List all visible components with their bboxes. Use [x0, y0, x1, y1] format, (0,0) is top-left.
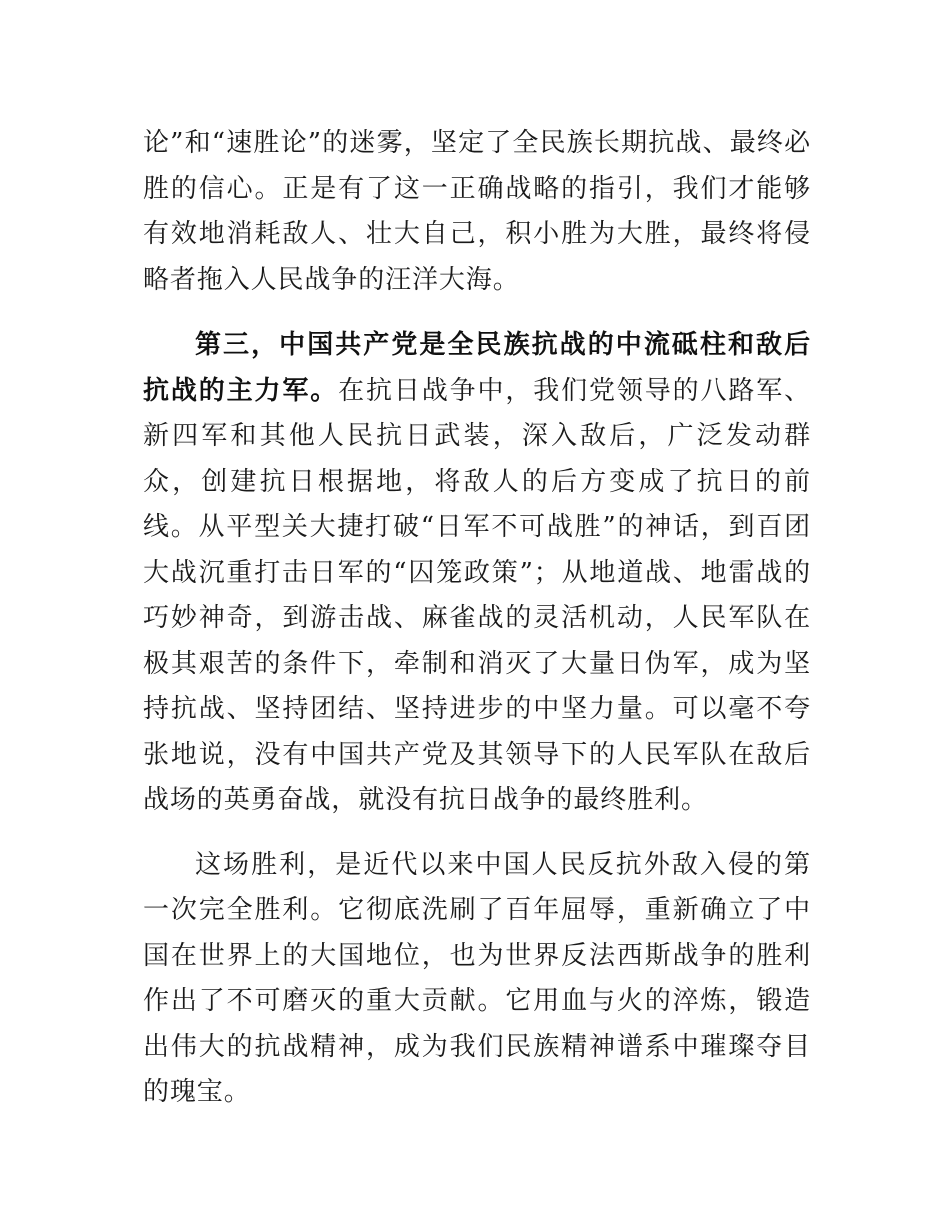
paragraph-third-point [143, 323, 811, 824]
paragraph-text: 这场胜利，是近代以来中国人民反抗外敌入侵的第一次完全胜利。它彻底洗刷了百年屈辱，重新确立了中国在世界上的大国地位，也为世界反法西斯战争的胜利作出了不可磨灭的重大贡献。它用血与火的淬炼，锻造出伟大的抗战精神，成为我们民族精神谱系中璀璨夺目的瑰宝。 [143, 849, 811, 1107]
paragraph-text: 论”和“速胜论”的迷雾，坚定了全民族长期抗战、最终必胜的信心。正是有了这一正确战略的指引，我们才能够有效地消耗敌人、壮大自己，积小胜为大胜，最终将侵略者拖入人民战争的汪洋大海。 [143, 128, 811, 295]
document-body [143, 121, 811, 1116]
paragraph-strategy-conclusion [143, 121, 811, 303]
paragraph-text: 在抗日战争中，我们党领导的八路军、新四军和其他人民抗日武装，深入敌后，广泛发动群众，创建抗日根据地，将敌人的后方变成了抗日的前线。从平型关大捷打破“日军不可战胜”的神话，到百团大战沉重打击日军的“囚笼政策”；从地道战、地雷战的巧妙神奇，到游击战、麻雀战的灵活机动，人民军队在极其艰苦的条件下，牵制和消灭了大量日伪军，成为坚持抗战、坚持团结、坚持进步的中坚力量。可以毫不夸张地说，没有中国共产党及其领导下的人民军队在敌后战场的英勇奋战，就没有抗日战争的最终胜利。 [143, 375, 811, 815]
paragraph-lead-heading: 第三，中国共产党是全民族抗战的中流砥柱和敌后抗战的主力军。 [143, 330, 811, 406]
paragraph-victory-significance [143, 843, 811, 1116]
